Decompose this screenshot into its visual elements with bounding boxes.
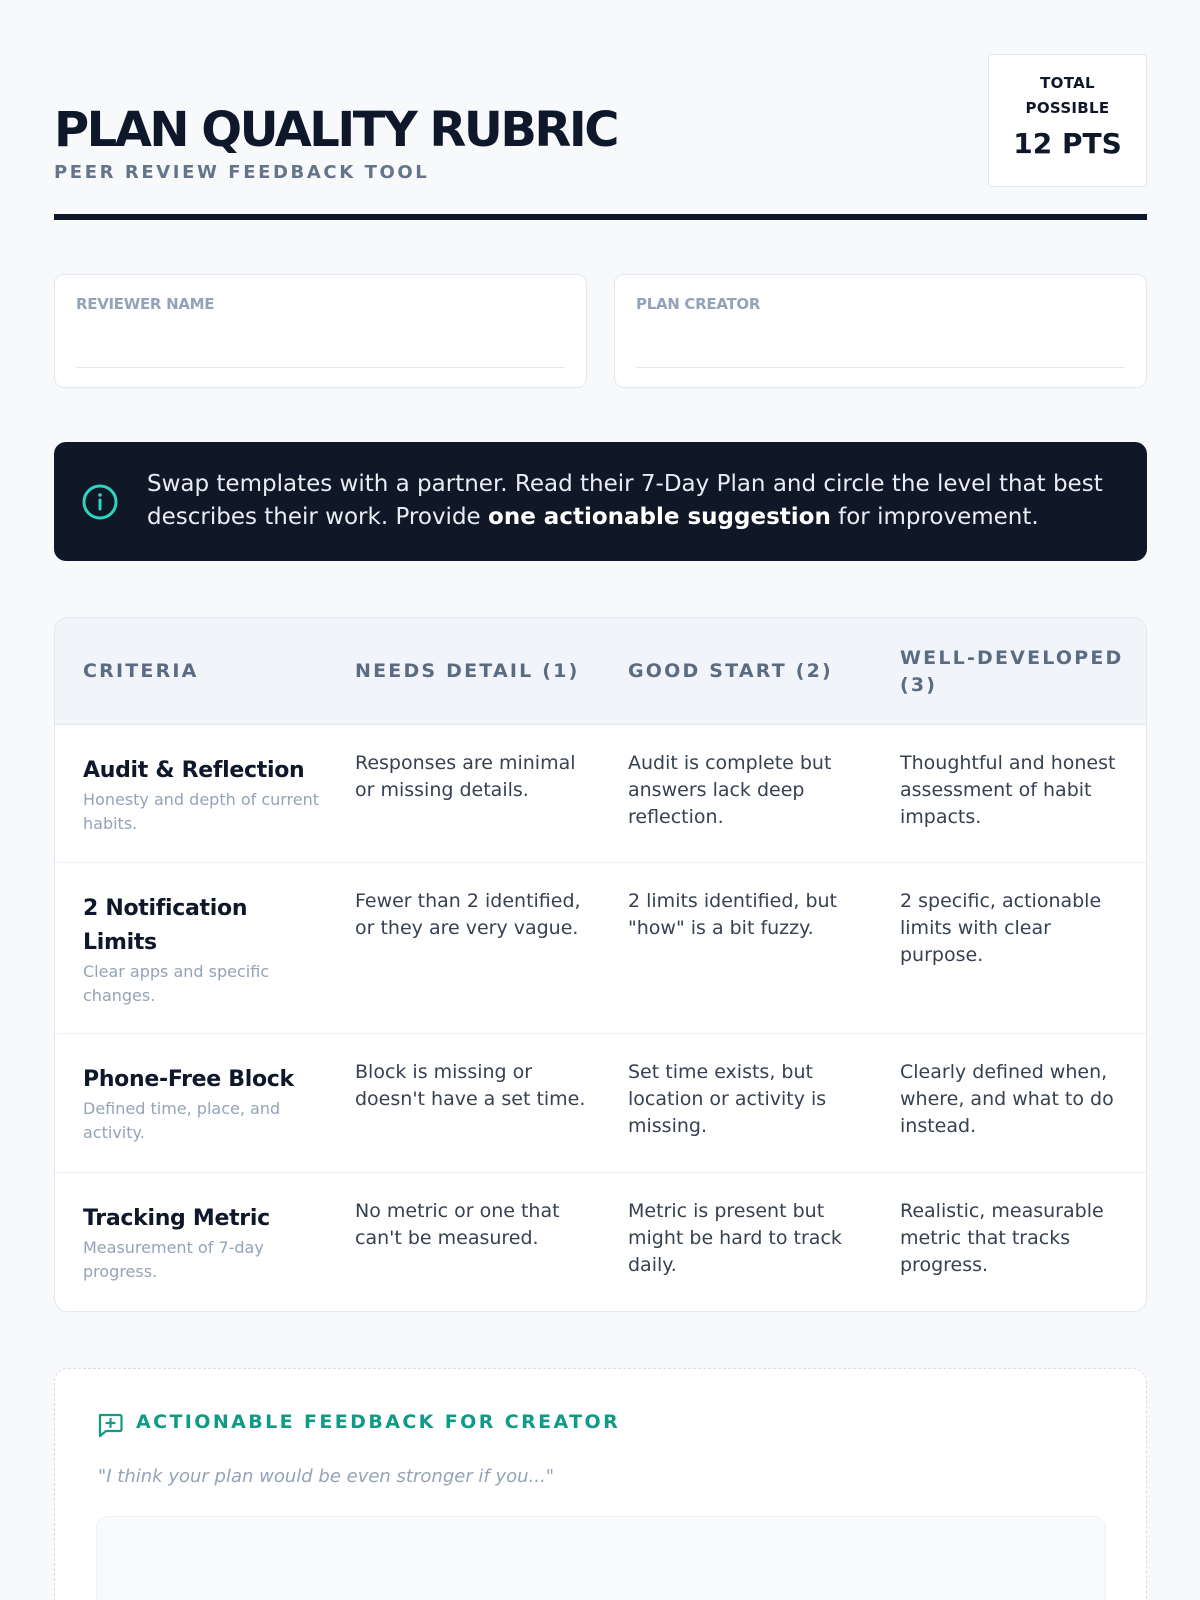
total-label bbox=[989, 71, 1146, 121]
criteria-cell bbox=[83, 754, 323, 836]
criteria-cell bbox=[83, 1063, 323, 1145]
total-points-value: 12 PTS bbox=[1013, 127, 1122, 160]
criteria-title: Audit & Reflection bbox=[83, 758, 305, 783]
feedback-title: ACTIONABLE FEEDBACK FOR CREATOR bbox=[136, 1411, 621, 1433]
instruction-text-before: Swap templates with a partner. Read their 7-Day Plan and circle the level that best describes their work. Provide bbox=[147, 471, 1103, 530]
criteria-description: Measurement of 7-day progress. bbox=[83, 1238, 264, 1281]
table-row bbox=[55, 1173, 1146, 1312]
total-points-box bbox=[988, 54, 1147, 187]
level-2-cell[interactable]: Audit is complete but answers lack deep reflection. bbox=[628, 752, 832, 828]
column-header-good-start: GOOD START (2) bbox=[628, 660, 833, 682]
level-1-cell[interactable]: Fewer than 2 identified, or they are very vague. bbox=[355, 890, 581, 939]
plan-creator-line bbox=[636, 367, 1125, 368]
level-3-cell[interactable]: Clearly defined when, where, and what to do instead. bbox=[900, 1061, 1114, 1137]
plan-creator-label: PLAN CREATOR bbox=[636, 295, 761, 313]
feedback-prompt: "I think your plan would be even stronger if you..." bbox=[98, 1466, 555, 1487]
instruction-banner bbox=[54, 442, 1147, 561]
reviewer-name-field[interactable] bbox=[54, 274, 587, 388]
level-3-cell[interactable]: Realistic, measurable metric that tracks progress. bbox=[900, 1200, 1104, 1276]
reviewer-name-label: REVIEWER NAME bbox=[76, 295, 215, 313]
level-3-cell[interactable]: 2 specific, actionable limits with clear purpose. bbox=[900, 890, 1102, 966]
criteria-cell bbox=[83, 1202, 323, 1284]
instruction-text bbox=[147, 468, 1107, 534]
criteria-cell bbox=[83, 892, 323, 1008]
reviewer-name-line bbox=[76, 367, 565, 368]
page-subtitle: PEER REVIEW FEEDBACK TOOL bbox=[54, 162, 430, 183]
criteria-description: Honesty and depth of current habits. bbox=[83, 790, 320, 833]
table-row bbox=[55, 725, 1146, 863]
info-icon bbox=[81, 483, 119, 521]
criteria-title: Tracking Metric bbox=[83, 1206, 270, 1231]
instruction-text-bold: one actionable suggestion bbox=[488, 504, 831, 530]
feedback-section bbox=[54, 1368, 1147, 1600]
column-header-criteria: CRITERIA bbox=[83, 660, 199, 682]
column-header-needs-detail: NEEDS DETAIL (1) bbox=[355, 660, 580, 682]
rubric-table bbox=[54, 617, 1147, 1312]
level-1-cell[interactable]: Responses are minimal or missing details. bbox=[355, 752, 576, 801]
criteria-title: 2 Notification Limits bbox=[83, 896, 248, 955]
level-2-cell[interactable]: Set time exists, but location or activity is missing. bbox=[628, 1061, 827, 1137]
plan-creator-field[interactable] bbox=[614, 274, 1147, 388]
total-label-line1: TOTAL bbox=[1040, 74, 1095, 92]
level-1-cell[interactable]: No metric or one that can't be measured. bbox=[355, 1200, 560, 1249]
level-3-cell[interactable]: Thoughtful and honest assessment of habit impacts. bbox=[900, 752, 1116, 828]
message-plus-icon bbox=[96, 1411, 124, 1439]
page-title: PLAN QUALITY RUBRIC bbox=[54, 102, 617, 158]
header-divider bbox=[54, 214, 1147, 220]
rubric-page bbox=[54, 0, 1147, 1600]
total-label-line2: POSSIBLE bbox=[1025, 99, 1110, 117]
rubric-table-header bbox=[55, 618, 1146, 725]
feedback-textarea[interactable] bbox=[96, 1516, 1106, 1600]
level-1-cell[interactable]: Block is missing or doesn't have a set time. bbox=[355, 1061, 586, 1110]
table-row bbox=[55, 1034, 1146, 1173]
level-2-cell[interactable]: 2 limits identified, but "how" is a bit fuzzy. bbox=[628, 890, 838, 939]
criteria-description: Clear apps and specific changes. bbox=[83, 962, 270, 1005]
level-2-cell[interactable]: Metric is present but might be hard to track daily. bbox=[628, 1200, 842, 1276]
instruction-text-after: for improvement. bbox=[830, 504, 1039, 530]
criteria-title: Phone-Free Block bbox=[83, 1067, 294, 1092]
table-row bbox=[55, 863, 1146, 1034]
criteria-description: Defined time, place, and activity. bbox=[83, 1099, 281, 1142]
column-header-well-developed: WELL-DEVELOPED (3) bbox=[900, 646, 1124, 696]
